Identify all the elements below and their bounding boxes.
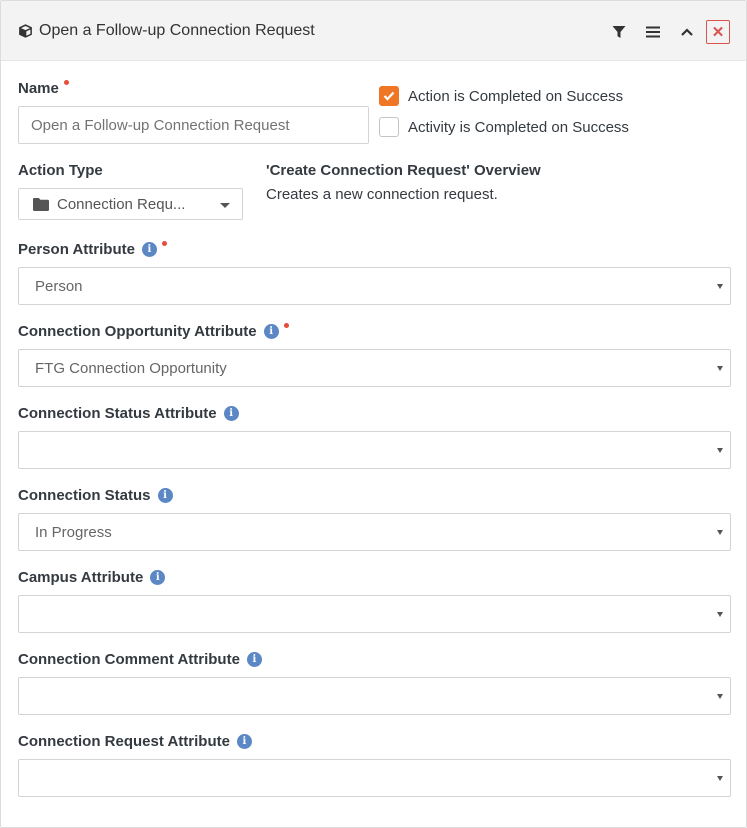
panel-title [18, 20, 315, 42]
connection-request-attribute-select[interactable] [18, 759, 731, 797]
filter-button[interactable] [607, 20, 631, 44]
info-icon[interactable]: i [247, 652, 262, 667]
activity-completed-label: Activity is Completed on Success [408, 118, 629, 136]
close-icon: ✕ [711, 23, 725, 41]
field-label-text: Connection Status Attribute [18, 405, 217, 422]
folder-icon [33, 198, 49, 211]
menu-button[interactable] [641, 20, 665, 44]
required-indicator [64, 80, 69, 85]
info-icon[interactable]: i [158, 488, 173, 503]
caret-down-icon [717, 530, 723, 535]
info-icon[interactable]: i [237, 734, 252, 749]
action-type-label [18, 162, 103, 179]
connection-status-attribute-label [18, 405, 239, 422]
connection-comment-attribute-label [18, 651, 262, 668]
name-input[interactable] [18, 106, 369, 144]
action-completed-checkbox[interactable] [379, 86, 399, 106]
field-label-text: Connection Status [18, 487, 151, 504]
action-type-label-text: Action Type [18, 162, 103, 179]
select-value: In Progress [35, 523, 112, 541]
caret-down-icon [717, 448, 723, 453]
overview-title: 'Create Connection Request' Overview [266, 162, 541, 179]
info-icon[interactable]: i [150, 570, 165, 585]
person-attribute-select[interactable] [18, 267, 731, 305]
required-indicator [284, 323, 289, 328]
activity-completed-checkbox-row[interactable] [379, 117, 629, 137]
action-completed-checkbox-row[interactable] [379, 86, 623, 106]
person-attribute-label [18, 241, 167, 258]
cube-icon [18, 23, 33, 39]
info-icon[interactable]: i [224, 406, 239, 421]
field-label-text: Person Attribute [18, 241, 135, 258]
name-label [18, 80, 69, 97]
collapse-button[interactable] [675, 20, 699, 44]
caret-down-icon [220, 203, 230, 208]
chevron-up-icon [680, 27, 694, 37]
select-value: FTG Connection Opportunity [35, 359, 227, 377]
info-icon[interactable]: i [264, 324, 279, 339]
panel-title-text: Open a Follow-up Connection Request [39, 22, 315, 39]
required-indicator [162, 241, 167, 246]
connection-request-attribute-label [18, 733, 252, 750]
overview-description: Creates a new connection request. [266, 186, 498, 203]
info-icon[interactable]: i [142, 242, 157, 257]
panel-header [1, 1, 746, 61]
action-type-value: Connection Requ... [57, 195, 186, 213]
field-label-text: Connection Comment Attribute [18, 651, 240, 668]
select-value: Person [35, 277, 83, 295]
filter-icon [612, 25, 626, 39]
connection-status-attribute-select[interactable] [18, 431, 731, 469]
field-label-text: Connection Opportunity Attribute [18, 323, 257, 340]
connection-comment-attribute-select[interactable] [18, 677, 731, 715]
caret-down-icon [717, 612, 723, 617]
connection-opportunity-attribute-select[interactable] [18, 349, 731, 387]
campus-attribute-select[interactable] [18, 595, 731, 633]
caret-down-icon [717, 776, 723, 781]
field-label-text: Campus Attribute [18, 569, 144, 586]
name-label-text: Name [18, 80, 59, 97]
field-label-text: Connection Request Attribute [18, 733, 230, 750]
activity-completed-checkbox[interactable] [379, 117, 399, 137]
close-button[interactable] [706, 20, 730, 44]
caret-down-icon [717, 366, 723, 371]
checkmark-icon [383, 91, 395, 101]
campus-attribute-label [18, 569, 165, 586]
connection-status-label [18, 487, 173, 504]
caret-down-icon [717, 694, 723, 699]
connection-opportunity-attribute-label [18, 323, 289, 340]
hamburger-icon [646, 26, 660, 38]
connection-status-select[interactable] [18, 513, 731, 551]
action-completed-label: Action is Completed on Success [408, 87, 624, 105]
action-type-picker[interactable] [18, 188, 243, 220]
caret-down-icon [717, 284, 723, 289]
